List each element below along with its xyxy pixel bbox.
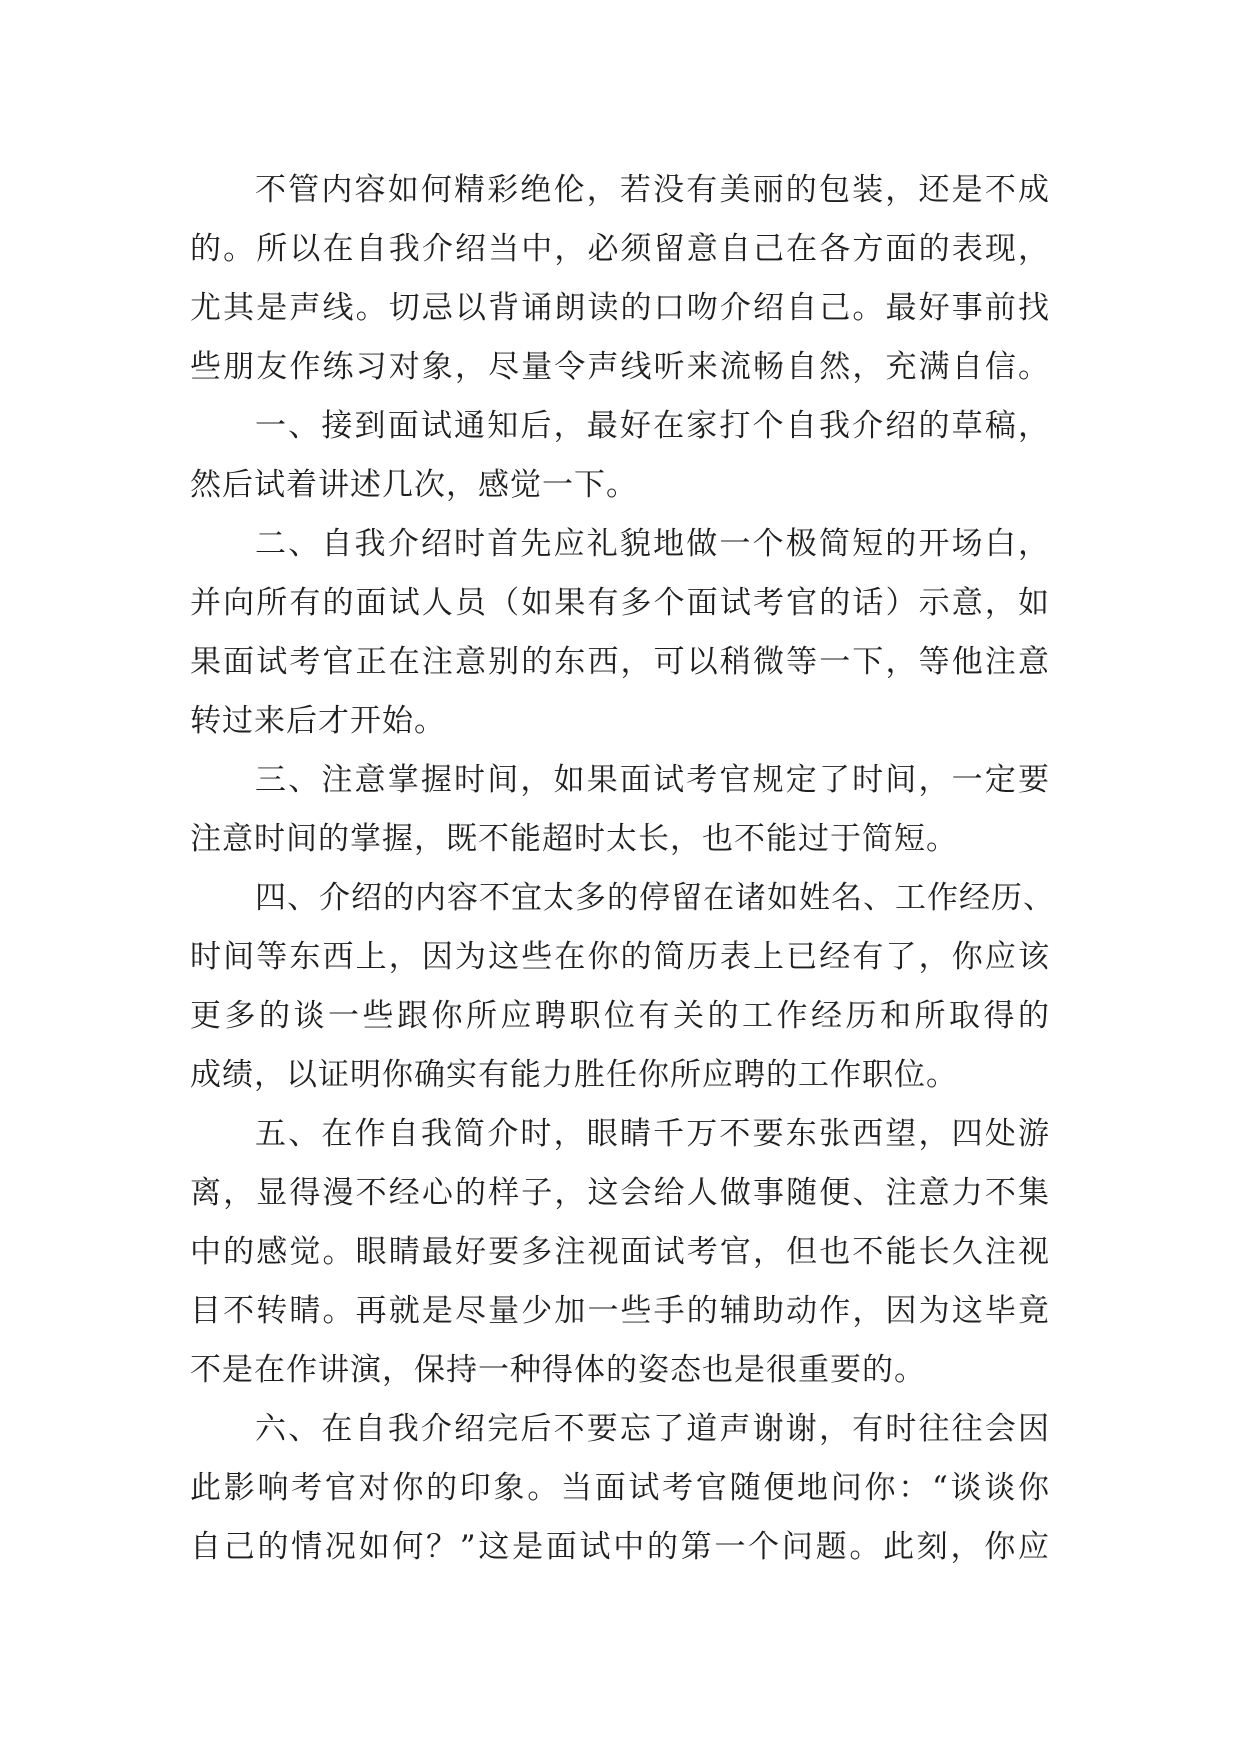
text-line: 成绩，以证明你确实有能力胜任你所应聘的工作职位。 — [190, 1057, 958, 1093]
text-line: 果面试考官正在注意别的东西，可以稍微等一下，等他注意 — [190, 644, 1050, 680]
text-line: 一、接到面试通知后，最好在家打个自我介绍的草稿， — [255, 408, 1050, 444]
text-line: 三、注意掌握时间，如果面试考官规定了时间，一定要 — [255, 762, 1050, 798]
text-line: 更多的谈一些跟你所应聘职位有关的工作经历和所取得的 — [190, 998, 1050, 1034]
text-line: 转过来后才开始。 — [190, 703, 446, 739]
text-line: 四、介绍的内容不宜太多的停留在诸如姓名、工作经历、 — [255, 880, 1055, 916]
text-line: 此影响考官对你的印象。当面试考官随便地问你：“谈谈你 — [190, 1470, 1050, 1506]
text-line: 尤其是声线。切忌以背诵朗读的口吻介绍自己。最好事前找 — [190, 290, 1050, 326]
text-line: 然后试着讲述几次，感觉一下。 — [190, 467, 638, 503]
text-line: 目不转睛。再就是尽量少加一些手的辅助动作，因为这毕竟 — [190, 1293, 1050, 1329]
text-line: 离，显得漫不经心的样子，这会给人做事随便、注意力不集 — [190, 1175, 1050, 1211]
text-line: 五、在作自我简介时，眼睛千万不要东张西望，四处游 — [255, 1116, 1050, 1152]
text-line: 的。所以在自我介绍当中，必须留意自己在各方面的表现， — [190, 231, 1050, 267]
text-line: 注意时间的掌握，既不能超时太长，也不能过于简短。 — [190, 821, 958, 857]
text-line: 不是在作讲演，保持一种得体的姿态也是很重要的。 — [190, 1352, 926, 1388]
text-line: 自己的情况如何？”这是面试中的第一个问题。此刻，你应 — [190, 1529, 1050, 1565]
text-line: 六、在自我介绍完后不要忘了道声谢谢，有时往往会因 — [255, 1411, 1050, 1447]
text-line: 中的感觉。眼睛最好要多注视面试考官，但也不能长久注视 — [190, 1234, 1050, 1270]
text-line: 些朋友作练习对象，尽量令声线听来流畅自然，充满自信。 — [190, 349, 1050, 385]
text-line: 不管内容如何精彩绝伦，若没有美丽的包装，还是不成 — [255, 172, 1050, 208]
text-line: 二、自我介绍时首先应礼貌地做一个极简短的开场白， — [255, 526, 1050, 562]
text-line: 时间等东西上，因为这些在你的简历表上已经有了，你应该 — [190, 939, 1050, 975]
text-line: 并向所有的面试人员（如果有多个面试考官的话）示意，如 — [190, 585, 1050, 621]
